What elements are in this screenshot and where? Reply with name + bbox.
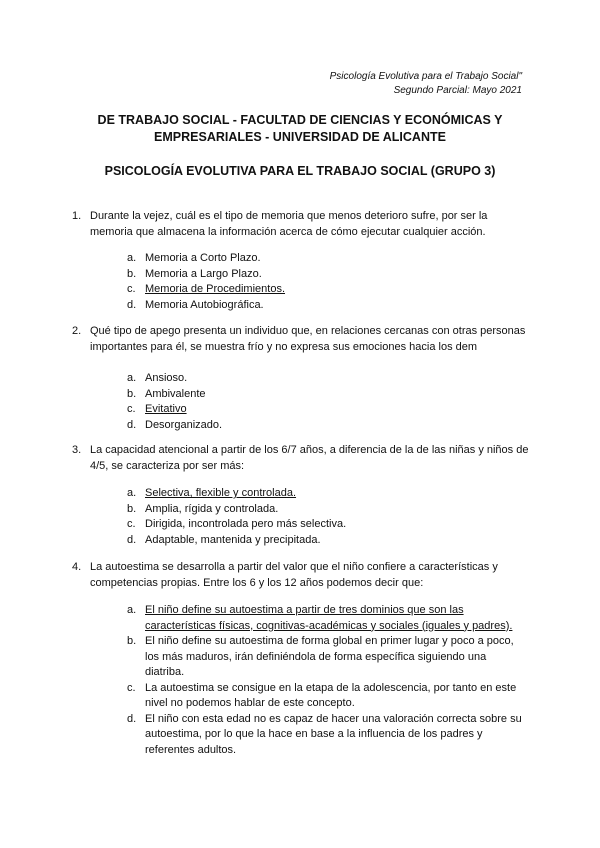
course-title: PSICOLOGÍA EVOLUTIVA PARA EL TRABAJO SOCIAL (GRUPO 3) bbox=[104, 164, 496, 178]
header-course: Psicología Evolutiva para el Trabajo Social" bbox=[329, 71, 522, 82]
option-text: El niño define su autoestima a partir de tres dominios que son las características físicas, cognitivas-académicas y sociales (iguales y padres). bbox=[145, 604, 513, 632]
option-item bbox=[127, 387, 522, 403]
option-item bbox=[127, 502, 522, 518]
question-text: La capacidad atencional a partir de los 6/7 años, a diferencia de la de las niñas y niños de 4/5, se caracteriza por ser más: bbox=[90, 444, 529, 472]
option-letter: c. bbox=[127, 283, 136, 295]
option-item-correct bbox=[127, 486, 522, 502]
option-letter: b. bbox=[127, 267, 137, 280]
option-letter: b. bbox=[127, 387, 137, 400]
option-text: Memoria a Largo Plazo. bbox=[145, 267, 262, 280]
question-2 bbox=[72, 324, 530, 355]
option-text: Dirigida, incontrolada pero más selectiva. bbox=[145, 518, 347, 530]
faculty-title: DE TRABAJO SOCIAL - FACULTAD DE CIENCIAS Y ECONÓMICAS Y EMPRESARIALES - UNIVERSIDAD DE ALICANTE bbox=[97, 113, 503, 144]
option-item-correct bbox=[127, 402, 522, 418]
question-3 bbox=[72, 443, 530, 474]
option-letter: c. bbox=[127, 518, 136, 530]
question-text: Durante la vejez, cuál es el tipo de memoria que menos deterioro sufre, por ser la memoria que almacena la información acerca de cómo ejecutar cualquier acción. bbox=[90, 210, 488, 238]
option-letter: b. bbox=[127, 502, 137, 515]
option-text: Evitativo bbox=[145, 403, 187, 415]
option-text: Memoria a Corto Plazo. bbox=[145, 252, 261, 264]
option-item bbox=[127, 517, 522, 533]
option-text: Ansioso. bbox=[145, 372, 188, 384]
option-text: Amplia, rígida y controlada. bbox=[145, 502, 279, 515]
option-letter: a. bbox=[127, 604, 137, 616]
question-text: Qué tipo de apego presenta un individuo que, en relaciones cercanas con otras personas importantes para él, se muestra frío y no expresa sus emociones hacia los dem bbox=[90, 325, 526, 353]
option-text: Desorganizado. bbox=[145, 418, 223, 431]
option-letter: b. bbox=[127, 635, 137, 647]
option-text: Ambivalente bbox=[145, 387, 206, 400]
option-text: La autoestima se consigue en la etapa de la adolescencia, por tanto en este nivel no podemos hablar de este concepto. bbox=[145, 681, 517, 709]
option-item bbox=[127, 267, 522, 283]
option-item-correct bbox=[127, 282, 522, 298]
question-text: La autoestima se desarrolla a partir del valor que el niño confiere a características y competencias propias. Entre los 6 y los 12 años podemos decir que: bbox=[90, 561, 498, 589]
question-2-options bbox=[127, 371, 522, 433]
option-text: El niño define su autoestima de forma global en primer lugar y poco a poco, los más maduros, irán definiéndola de forma específica siguiendo una diatriba. bbox=[145, 635, 514, 678]
option-text: Memoria de Procedimientos. bbox=[145, 283, 286, 295]
option-item-correct bbox=[127, 603, 522, 634]
option-text: Memoria Autobiográfica. bbox=[145, 298, 264, 311]
option-text: Adaptable, mantenida y precipitada. bbox=[145, 533, 321, 546]
question-4 bbox=[72, 560, 530, 591]
option-letter: a. bbox=[127, 252, 137, 264]
option-letter: c. bbox=[127, 681, 136, 694]
option-letter: a. bbox=[127, 487, 137, 499]
running-header bbox=[330, 70, 522, 98]
option-item bbox=[127, 533, 522, 549]
question-number: 2. bbox=[72, 325, 82, 337]
option-letter: a. bbox=[127, 372, 137, 384]
option-letter: c. bbox=[127, 403, 136, 415]
option-letter: d. bbox=[127, 418, 137, 431]
header-exam: Segundo Parcial: Mayo 2021 bbox=[393, 85, 522, 96]
option-item bbox=[127, 418, 522, 434]
option-text: El niño con esta edad no es capaz de hacer una valoración correcta sobre su autoestima, por lo que la hace en base a la influencia de los padres y referentes adultos. bbox=[145, 712, 522, 756]
option-letter: d. bbox=[127, 533, 137, 546]
question-number: 4. bbox=[72, 561, 82, 573]
option-letter: d. bbox=[127, 712, 137, 725]
option-item bbox=[127, 298, 522, 314]
question-1-options bbox=[127, 251, 522, 313]
option-item bbox=[127, 634, 522, 681]
question-number: 3. bbox=[72, 444, 82, 456]
option-item bbox=[127, 681, 522, 712]
option-text: Selectiva, flexible y controlada. bbox=[145, 487, 297, 499]
option-item bbox=[127, 371, 522, 387]
option-item bbox=[127, 712, 522, 759]
option-item bbox=[127, 251, 522, 267]
option-letter: d. bbox=[127, 298, 137, 311]
question-4-options bbox=[127, 603, 522, 758]
question-number: 1. bbox=[72, 210, 82, 222]
question-3-options bbox=[127, 486, 522, 548]
question-1 bbox=[72, 209, 530, 240]
